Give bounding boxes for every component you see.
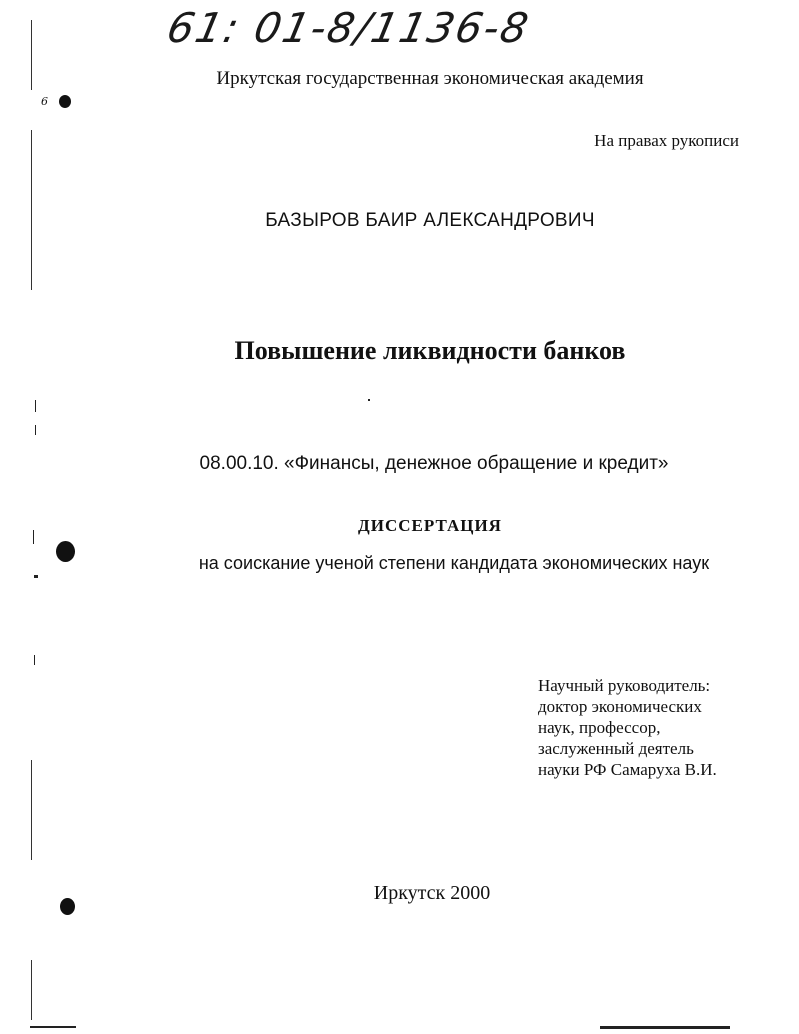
document-type: ДИССЕРТАЦИЯ xyxy=(358,516,502,535)
supervisor-line: наук, профессор, xyxy=(538,718,661,737)
specialty-code: 08.00.10. «Финансы, денежное обращение и кредит» xyxy=(199,453,669,474)
supervisor-line: науки РФ Самаруха В.И. xyxy=(538,760,717,779)
scan-margin-line xyxy=(31,960,32,1020)
scan-speck xyxy=(368,399,370,401)
scan-speck xyxy=(34,575,38,578)
supervisor-line: заслуженный деятель xyxy=(538,739,694,758)
supervisor-line: Научный руководитель: xyxy=(538,676,711,695)
dissertation-title: Повышение ликвидности банков xyxy=(234,336,626,365)
punch-hole-blot xyxy=(59,95,71,108)
scan-bottom-rule xyxy=(600,1026,730,1029)
degree-description: на соискание ученой степени кандидата экономических наук xyxy=(198,553,710,573)
city-year: Иркутск 2000 xyxy=(373,882,491,904)
scan-bottom-rule xyxy=(30,1026,76,1028)
institution-name: Иркутская государственная экономическая академия xyxy=(216,68,644,89)
supervisor-block xyxy=(538,675,717,780)
supervisor-line: доктор экономических xyxy=(538,697,702,716)
scan-margin-tick xyxy=(34,655,35,665)
handwritten-catalog-number: 61: 01-8/1136-8 xyxy=(162,4,535,52)
scan-margin-tick xyxy=(35,400,36,412)
scan-margin-line xyxy=(31,760,32,860)
scan-margin-tick xyxy=(35,425,36,435)
author-name: БАЗЫРОВ БАИР АЛЕКСАНДРОВИЧ xyxy=(265,210,595,231)
rights-note: На правах рукописи xyxy=(594,131,739,150)
margin-note: 6 xyxy=(41,95,48,108)
